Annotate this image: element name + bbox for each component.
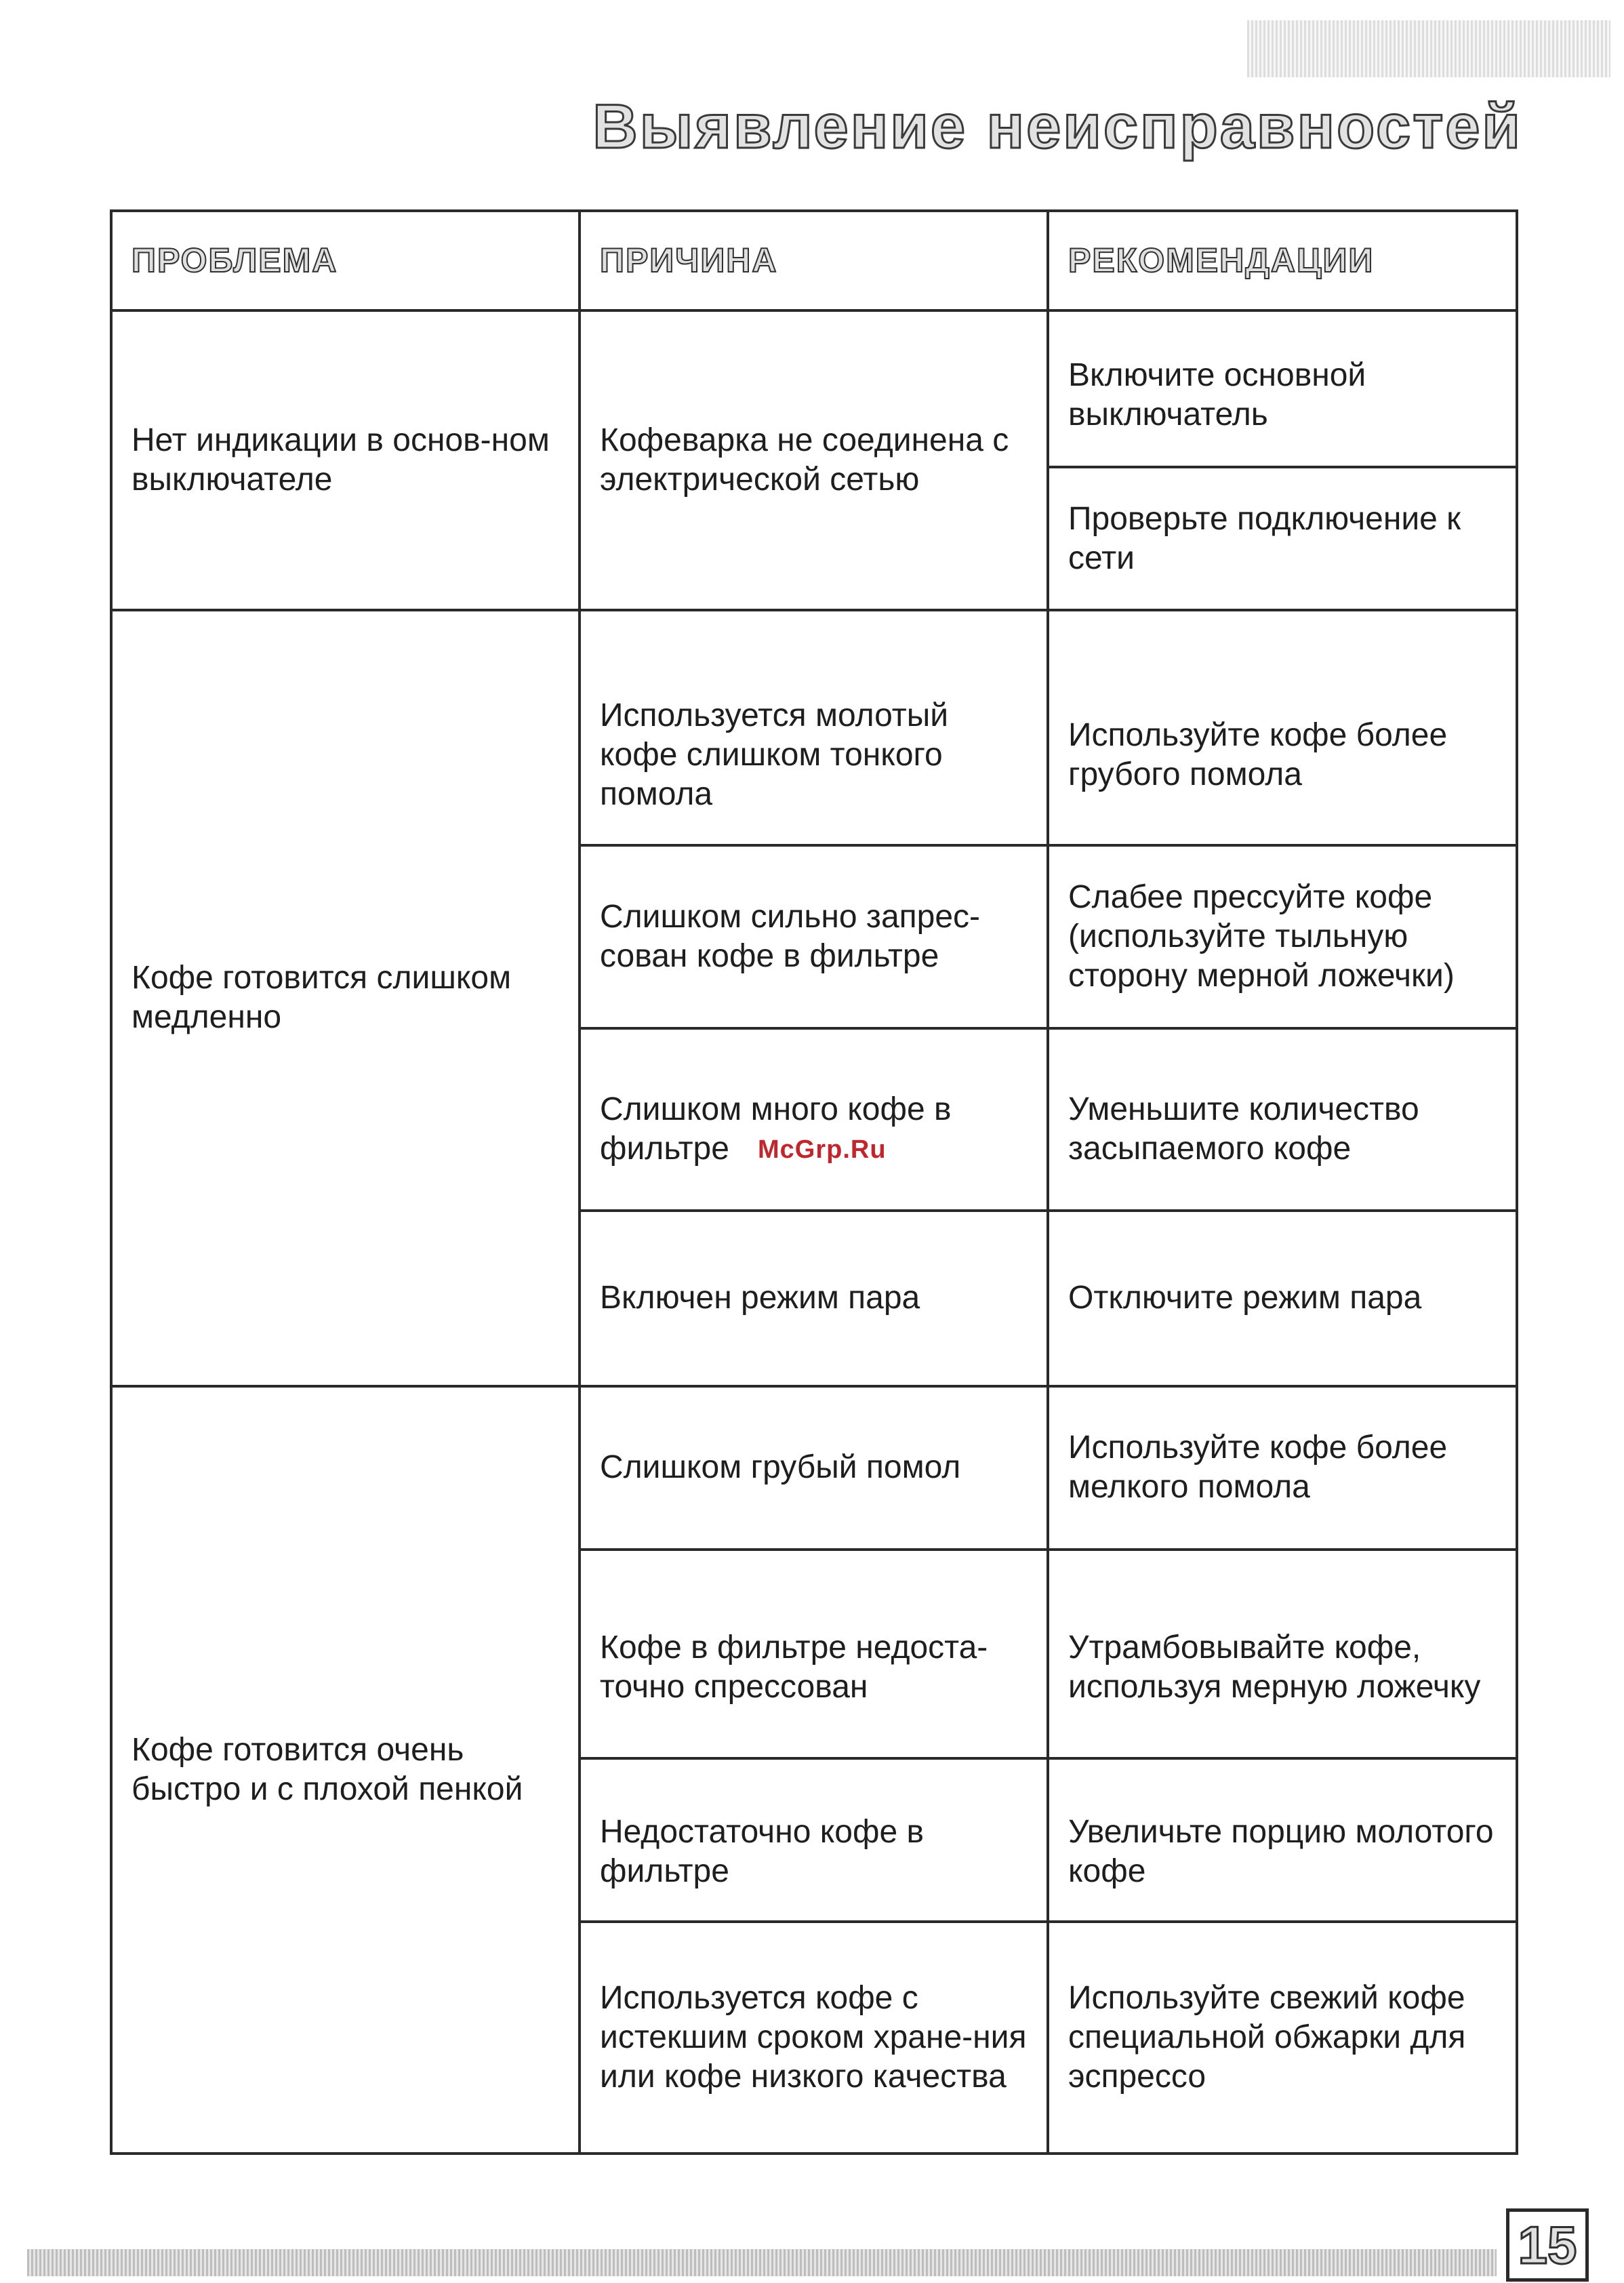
- recommendation-cell: Используйте кофе более грубого помола: [1048, 610, 1517, 845]
- decorative-footer-band: [27, 2249, 1497, 2276]
- recommendation-cell: Утрамбовывайте кофе, используя мерную ложечку: [1048, 1550, 1517, 1758]
- table-header-row: [111, 211, 1517, 310]
- problem-cell: Кофе готовится слишком медленно: [111, 610, 580, 1386]
- watermark: McGrp.Ru: [758, 1135, 887, 1164]
- recommendation-cell: Используйте свежий кофе специальной обжарки для эспрессо: [1048, 1922, 1517, 2154]
- cause-cell: Недостаточно кофе в фильтре: [580, 1758, 1048, 1922]
- table-row: [111, 310, 1517, 467]
- recommendation-cell: Проверьте подключение к сети: [1048, 467, 1517, 610]
- cause-cell: Включен режим пара: [580, 1211, 1048, 1386]
- cause-cell: Кофе в фильтре недоста-точно спрессован: [580, 1550, 1048, 1758]
- decorative-header-band: [1247, 20, 1610, 77]
- cause-cell: Слишком грубый помол: [580, 1386, 1048, 1550]
- cause-cell: Используется кофе с истекшим сроком хране-ния или кофе низкого качества: [580, 1922, 1048, 2154]
- troubleshooting-table: [110, 209, 1518, 2155]
- recommendation-cell: Включите основной выключатель: [1048, 310, 1517, 467]
- recommendation-cell: Отключите режим пара: [1048, 1211, 1517, 1386]
- page-title: Выявление неисправностей: [592, 92, 1522, 161]
- page-number: 15: [1506, 2208, 1589, 2282]
- problem-cell: Кофе готовится очень быстро и с плохой пенкой: [111, 1386, 580, 2154]
- header-cause: ПРИЧИНА: [580, 211, 1048, 310]
- table-row: [111, 1386, 1517, 1550]
- recommendation-cell: Слабее прессуйте кофе (используйте тыльную сторону мерной ложечки): [1048, 845, 1517, 1028]
- problem-cell: Нет индикации в основ-ном выключателе: [111, 310, 580, 610]
- table-row: [111, 610, 1517, 845]
- recommendation-cell: Используйте кофе более мелкого помола: [1048, 1386, 1517, 1550]
- cause-cell: Кофеварка не соединена с электрической сетью: [580, 310, 1048, 610]
- recommendation-cell: Уменьшите количество засыпаемого кофе: [1048, 1028, 1517, 1211]
- header-recommendation: РЕКОМЕНДАЦИИ: [1048, 211, 1517, 310]
- cause-cell: Используется молотый кофе слишком тонкого помола: [580, 610, 1048, 845]
- header-problem: ПРОБЛЕМА: [111, 211, 580, 310]
- cause-cell: Слишком много кофе в фильтре: [580, 1028, 1048, 1211]
- recommendation-cell: Увеличьте порцию молотого кофе: [1048, 1758, 1517, 1922]
- cause-cell: Слишком сильно запрес-сован кофе в фильтре: [580, 845, 1048, 1028]
